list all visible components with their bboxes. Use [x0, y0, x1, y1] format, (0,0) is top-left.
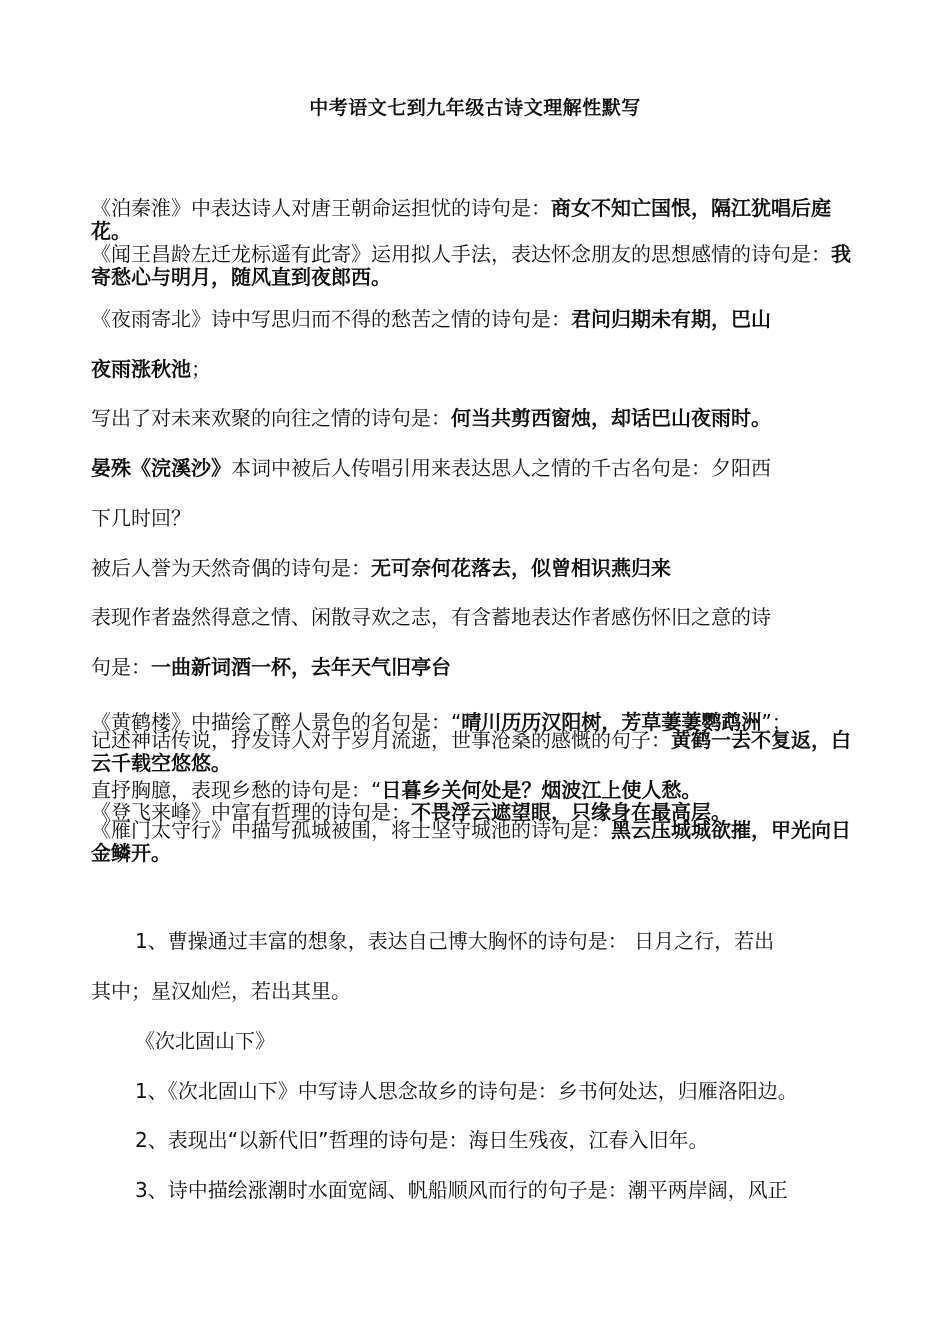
line-1-quote: 商女不知亡国恨，隔江犹唱后庭花。: [91, 196, 831, 243]
line-20: [135, 1124, 865, 1153]
line-2: [91, 243, 861, 289]
line-3: [91, 303, 861, 332]
line-17: [91, 975, 861, 1004]
line-3-quote: 君问归期未有期，巴山: [571, 307, 771, 331]
line-3-text: 《夜雨寄北》诗中写思归而不得的愁苦之情的诗句是：: [91, 307, 571, 331]
line-1: [91, 197, 861, 243]
line-7: [91, 502, 861, 531]
line-10: [91, 651, 861, 680]
line-6: [91, 452, 861, 481]
line-21-text: 3、诗中描绘涨潮时水面宽阔、帆船顺风而行的句子是：潮平两岸阔，风正: [135, 1178, 788, 1202]
line-8-text: 被后人誉为天然奇偶的诗句是：: [91, 556, 371, 580]
line-4: [91, 353, 861, 382]
line-16-text: 1、曹操通过丰富的想象，表达自己博大胸怀的诗句是： 日月之行，若出: [135, 929, 775, 953]
line-2-quote: 我寄愁心与明月，随风直到夜郎西。: [91, 242, 851, 289]
line-18: [135, 1025, 865, 1054]
line-7-text: 下几时回？: [91, 506, 191, 530]
line-15: [91, 819, 861, 865]
line-5-quote: 何当共剪西窗烛，却话巴山夜雨时。: [451, 406, 771, 430]
line-20-text: 2、表现出“以新代旧”哲理的诗句是：海日生残夜，江春入旧年。: [135, 1128, 709, 1152]
line-8: [91, 552, 861, 581]
line-4-quote: 夜雨涨秋池: [91, 357, 191, 381]
line-6-tail: 本词中被后人传唱引用来表达思人之情的千古名句是：夕阳西: [231, 456, 771, 480]
line-8-quote: 无可奈何花落去，似曾相识燕归来: [371, 556, 671, 580]
line-12: [91, 729, 861, 775]
line-11-tail: ”；: [761, 710, 792, 734]
line-17-text: 其中；星汉灿烂，若出其里。: [91, 979, 351, 1003]
page-title: 中考语文七到九年级古诗文理解性默写: [309, 97, 641, 119]
line-18-text: 《次北固山下》: [135, 1029, 275, 1053]
line-14-text: 《登飞来峰》中富有哲理的诗句是：: [91, 800, 411, 824]
line-6-quote: 晏殊《浣溪沙》: [91, 456, 231, 480]
line-2-text: 《闻王昌龄左迁龙标遥有此寄》运用拟人手法，表达怀念朋友的思想感情的诗句是：: [91, 242, 831, 266]
line-13-text: 直抒胸臆，表现乡愁的诗句是：“: [91, 778, 382, 802]
line-15-quote: 黑云压城城欲摧，甲光向日金鳞开。: [91, 818, 851, 865]
line-10-quote: 一曲新词酒一杯，去年天气旧亭台: [151, 655, 451, 679]
line-4-tail: ；: [191, 357, 211, 381]
line-10-text: 句是：: [91, 655, 151, 679]
line-19-text: 1、《次北固山下》中写诗人思念故乡的诗句是：乡书何处达，归雁洛阳边。: [135, 1079, 798, 1103]
line-12-text: 记述神话传说，抒发诗人对于岁月流逝，世事沧桑的感慨的句子：: [91, 728, 671, 752]
line-11-text: 《黄鹤楼》中描绘了醉人景色的名句是：“: [91, 710, 462, 734]
line-15-text: 《雁门太守行》中描写孤城被围，将士坚守城池的诗句是：: [91, 818, 611, 842]
line-13-quote: 日暮乡关何处是？烟波江上使人愁。: [381, 778, 702, 802]
line-9: [91, 601, 861, 630]
line-21: [135, 1174, 865, 1203]
line-11-quote: 晴川历历汉阳树，芳草萋萋鹦鹉洲: [461, 710, 762, 734]
line-5: [91, 402, 861, 431]
line-5-text: 写出了对未来欢聚的向往之情的诗句是：: [91, 406, 451, 430]
line-1-text: 《泊秦淮》中表达诗人对唐王朝命运担忧的诗句是：: [91, 196, 551, 220]
line-12-quote: 黄鹤一去不复返，白云千载空悠悠。: [91, 728, 851, 775]
line-9-text: 表现作者盎然得意之情、闲散寻欢之志，有含蓄地表达作者感伤怀旧之意的诗: [91, 605, 771, 629]
line-19: [135, 1075, 865, 1104]
line-16: [135, 925, 865, 954]
line-14-quote: 不畏浮云遮望眼，只缘身在最高层。: [411, 800, 731, 824]
